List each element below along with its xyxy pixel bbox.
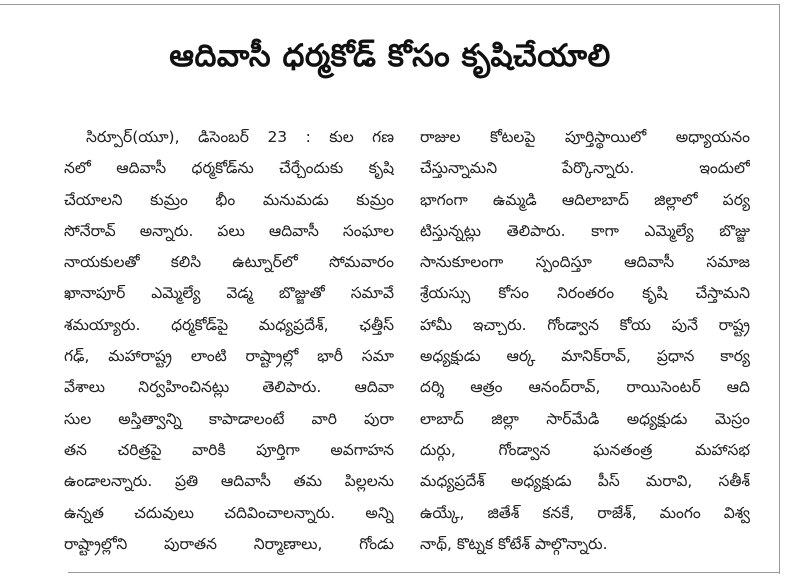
text-line: సోనేరావ్ అన్నారు. పలు ఆదివాసీ సంఘాల xyxy=(64,221,394,240)
text-line: అధ్యక్షుడు ఆర్క మానిక్‌రావ్, ప్రధాన కార్య xyxy=(420,347,750,366)
text-line: నాథ్, కొట్నక కోటేశ్ పాల్గొన్నారు. xyxy=(420,534,608,553)
text-line: రాష్ట్రాల్లోని పురాతన నిర్మాణాలు, గోండు xyxy=(64,534,394,553)
text-line: నలో ఆదివాసీ ధర్మకోడ్‌ను చేర్చేందుకు కృషి xyxy=(64,159,394,178)
text-line: హామీ ఇచ్చారు. గోండ్వాన కోయ పునే రాష్ట్ర xyxy=(420,315,750,334)
article-column-left xyxy=(64,122,394,560)
text-line: ఉయ్కే, జితేశ్ కనకే, రాజేశ్, మంగం విశ్వ xyxy=(420,503,750,522)
text-line: టిస్తున్నట్లు తెలిపారు. కాగా ఎమ్మెల్యే బొజ్జు xyxy=(420,221,750,240)
bottom-border-rule xyxy=(68,572,780,573)
text-line: దర్శి ఆత్రం ఆనంద్‌రావ్, రాయిసెంటర్ ఆది xyxy=(420,378,750,397)
text-line: సుల అస్తిత్వాన్ని కాపాడాలంటే వారి పురా xyxy=(64,409,394,428)
text-line: దుర్గు, గోండ్వాన ఘనతంత్ర మహాసభ xyxy=(420,440,750,459)
text-line: సిర్పూర్(యూ), డిసెంబర్ 23 : కుల గణ xyxy=(86,128,394,146)
text-line: రాజుల కోటలపై పూర్తిస్థాయిలో అధ్యాయనం xyxy=(420,128,750,146)
text-line: ఉండాలన్నారు. ప్రతి ఆదివాసీ తమ పిల్లలను xyxy=(64,472,394,491)
headline: ఆదివాసీ ధర్మకోడ్ కోసం కృషిచేయాలి xyxy=(169,38,611,74)
text-line: సానుకూలంగా స్పందిస్తూ ఆదివాసీ సమాజ xyxy=(420,253,750,272)
text-line: తన చరిత్రపై వారికి పూర్తిగా అవగాహన xyxy=(64,440,394,459)
text-line: భాగంగా ఉమ్మడి ఆదిలాబాద్ జిల్లాలో పర్య xyxy=(420,190,750,209)
text-line: శ్రేయస్సు కోసం నిరంతరం కృషి చేస్తామని xyxy=(420,284,750,303)
text-line: మధ్యప్రదేశ్ అధ్యక్షుడు పీస్ మరావి, సతీశ్ xyxy=(420,472,750,491)
text-line: ఖానాపూర్ ఎమ్మెల్యే వెడ్మ బొజ్జుతో సమావే xyxy=(64,284,394,303)
text-line: ఉన్నత చదువులు చదివించాలన్నారు. అన్ని xyxy=(64,503,394,522)
text-line: వేశాలు నిర్వహించినట్లు తెలిపారు. ఆదివా xyxy=(64,378,394,397)
top-border-rule xyxy=(0,4,780,5)
text-line: నాయకులతో కలిసి ఉట్నూర్‌లో సోమవారం xyxy=(64,253,394,272)
text-line: లాబాద్ జిల్లా సార్‌మేడి అధ్యక్షుడు మెస్రం xyxy=(420,409,750,428)
text-line: శమయ్యారు. ధర్మకోడ్‌పై మధ్యప్రదేశ్, ఛత్తీస్ xyxy=(64,315,394,334)
text-line: గఢ్, మహారాష్ట్ర లాంటి రాష్ట్రాల్లో భారీ సమా xyxy=(64,347,394,366)
article-column-right xyxy=(420,122,750,560)
text-line: చేయాలని కుమ్రం భీం మనుమడు కుమ్రం xyxy=(64,190,394,209)
text-line: చేస్తున్నామని పేర్కొన్నారు. ఇందులో xyxy=(420,159,750,178)
